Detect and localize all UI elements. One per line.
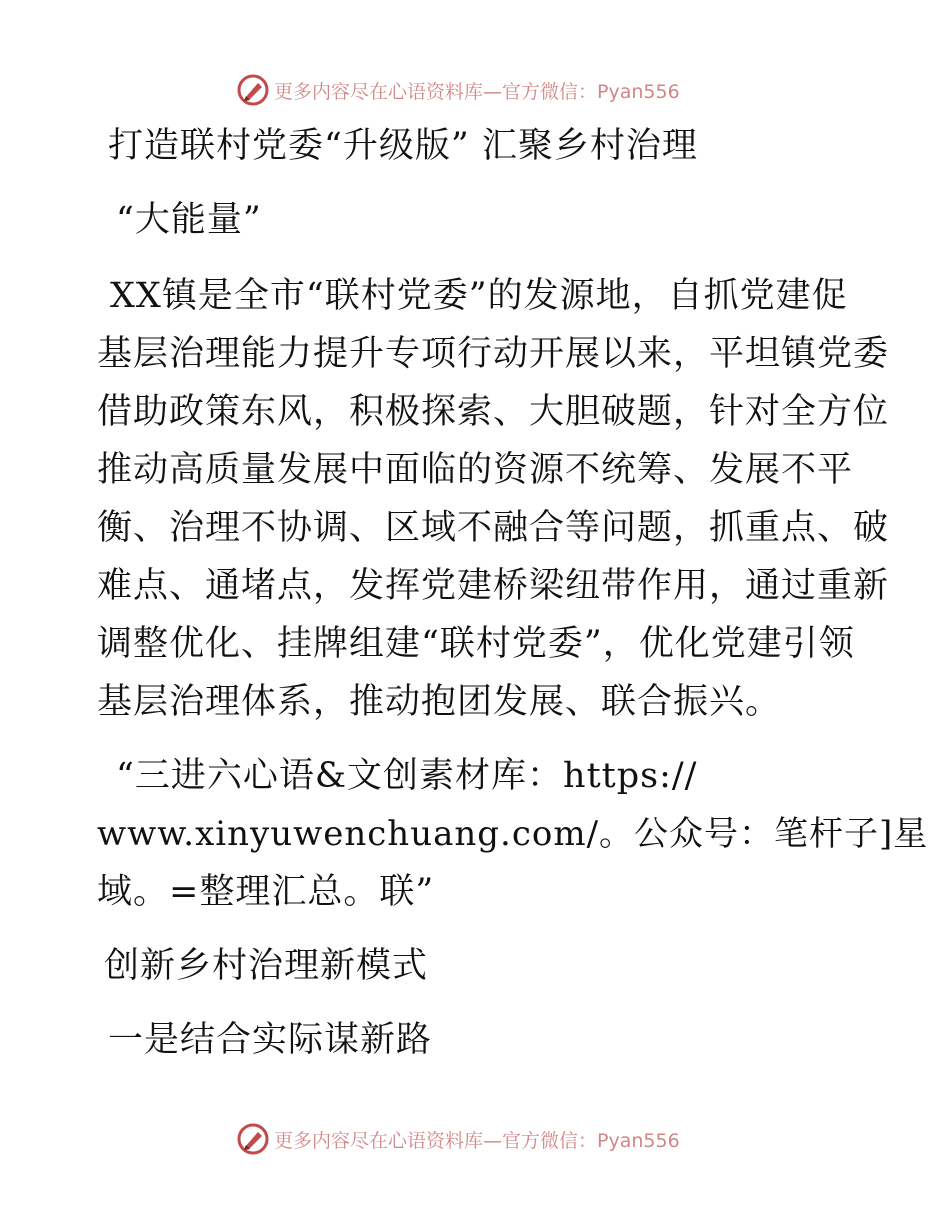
paragraph-line-5: 衡、治理不协调、区域不融合等问题，抓重点、破 [97, 508, 890, 548]
pen-nib-logo-icon [236, 73, 270, 107]
paragraph-line-2: 基层治理能力提升专项行动开展以来，平坦镇党委 [97, 334, 890, 374]
paragraph-line-3: 借助政策东风，积极探索、大胆破题，针对全方位 [97, 392, 890, 432]
section-heading-1: 创新乡村治理新模式 [104, 946, 429, 986]
paragraph-line-4: 推动高质量发展中面临的资源不统筹、发展不平 [97, 450, 854, 490]
paragraph-line-6: 难点、通堵点，发挥党建桥梁纽带作用，通过重新 [97, 566, 890, 606]
watermark-text: 更多内容尽在心语资料库—官方微信：Pyan556 [274, 80, 680, 103]
quote-line-1: “三进六心语&文创素材库：https:// [116, 756, 698, 796]
watermark-banner-bottom [236, 1121, 680, 1157]
quote-line-2: www.xinyuwenchuang.com/。公众号：笔杆子]星 [97, 814, 929, 854]
watermark-text: 更多内容尽在心语资料库—官方微信：Pyan556 [274, 1129, 680, 1152]
section-heading-2: 一是结合实际谋新路 [108, 1020, 433, 1060]
paragraph-line-8: 基层治理体系，推动抱团发展、联合振兴。 [97, 682, 782, 722]
title-line-2: “大能量” [116, 200, 262, 240]
title-line-1: 打造联村党委“升级版” 汇聚乡村治理 [108, 126, 698, 166]
paragraph-line-1: XX镇是全市“联村党委”的发源地，自抓党建促 [110, 276, 848, 316]
quote-line-3: 域。=整理汇总。联” [97, 872, 435, 912]
watermark-banner-top [236, 72, 680, 108]
paragraph-line-7: 调整优化、挂牌组建“联村党委”，优化党建引领 [97, 624, 855, 664]
pen-nib-logo-icon [236, 1122, 270, 1156]
